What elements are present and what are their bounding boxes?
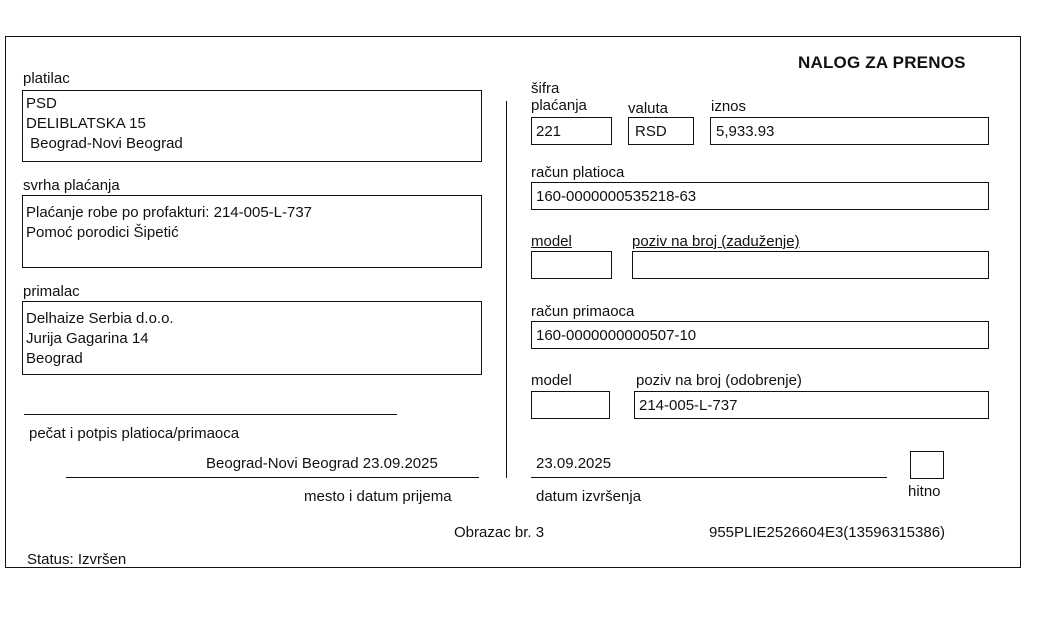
urgent-checkbox[interactable] <box>910 451 944 479</box>
urgent-label: hitno <box>908 483 941 500</box>
signature-label: pečat i potpis platioca/primaoca <box>29 425 240 442</box>
purpose-line-2: Pomoć porodici Šipetić <box>26 224 179 241</box>
debit-model-label: model <box>531 233 572 250</box>
amount-field[interactable] <box>710 117 989 145</box>
column-divider <box>506 101 507 478</box>
execution-date-label: datum izvršenja <box>536 488 642 505</box>
recipient-account-label: račun primaoca <box>531 303 635 320</box>
payer-box[interactable] <box>22 90 482 162</box>
payment-code-label-1: šifra <box>531 80 560 97</box>
place-date-line <box>66 477 479 478</box>
purpose-label: svrha plaćanja <box>23 177 120 194</box>
payment-order-form <box>5 36 1021 568</box>
payer-line-3: Beograd-Novi Beograd <box>26 135 183 152</box>
recipient-account-field[interactable] <box>531 321 989 349</box>
payer-account-label: račun platioca <box>531 164 625 181</box>
recipient-line-1: Delhaize Serbia d.o.o. <box>26 310 174 327</box>
status-text: Status: Izvršen <box>27 551 127 568</box>
payment-code-field[interactable] <box>531 117 612 145</box>
execution-date-line <box>531 477 887 478</box>
credit-reference-field[interactable] <box>634 391 989 419</box>
reference-code: 955PLIE2526604E3(13596315386) <box>709 524 946 541</box>
recipient-line-3: Beograd <box>26 350 83 367</box>
debit-model-field[interactable] <box>531 251 612 279</box>
currency-value: RSD <box>635 123 667 140</box>
form-number: Obrazac br. 3 <box>454 524 545 541</box>
signature-line <box>24 414 397 415</box>
currency-field[interactable] <box>628 117 694 145</box>
payer-account-value: 160-0000000535218-63 <box>536 188 697 205</box>
payer-line-1: PSD <box>26 95 57 112</box>
payment-code-label-2: plaćanja <box>531 97 587 114</box>
amount-label: iznos <box>711 98 747 115</box>
payer-line-2: DELIBLATSKA 15 <box>26 115 146 132</box>
recipient-box[interactable] <box>22 301 482 375</box>
purpose-line-1: Plaćanje robe po profakturi: 214-005-L-737 <box>26 204 313 221</box>
credit-reference-value: 214-005-L-737 <box>639 397 738 414</box>
payment-code-value: 221 <box>536 123 562 140</box>
place-date-value: Beograd-Novi Beograd 23.09.2025 <box>206 455 438 472</box>
recipient-label: primalac <box>23 283 80 300</box>
execution-date-value: 23.09.2025 <box>536 455 612 472</box>
payer-account-field[interactable] <box>531 182 989 210</box>
debit-reference-field[interactable] <box>632 251 989 279</box>
credit-model-field[interactable] <box>531 391 610 419</box>
currency-label: valuta <box>628 100 669 117</box>
payer-label: platilac <box>23 70 70 87</box>
place-date-label: mesto i datum prijema <box>304 488 452 505</box>
recipient-account-value: 160-0000000000507-10 <box>536 327 697 344</box>
credit-model-label: model <box>531 372 572 389</box>
purpose-box[interactable] <box>22 195 482 268</box>
credit-reference-label: poziv na broj (odobrenje) <box>636 372 802 389</box>
amount-value: 5,933.93 <box>716 123 775 140</box>
recipient-line-2: Jurija Gagarina 14 <box>26 330 149 347</box>
form-title: NALOG ZA PRENOS <box>798 53 966 72</box>
debit-reference-label: poziv na broj (zaduženje) <box>632 233 800 250</box>
